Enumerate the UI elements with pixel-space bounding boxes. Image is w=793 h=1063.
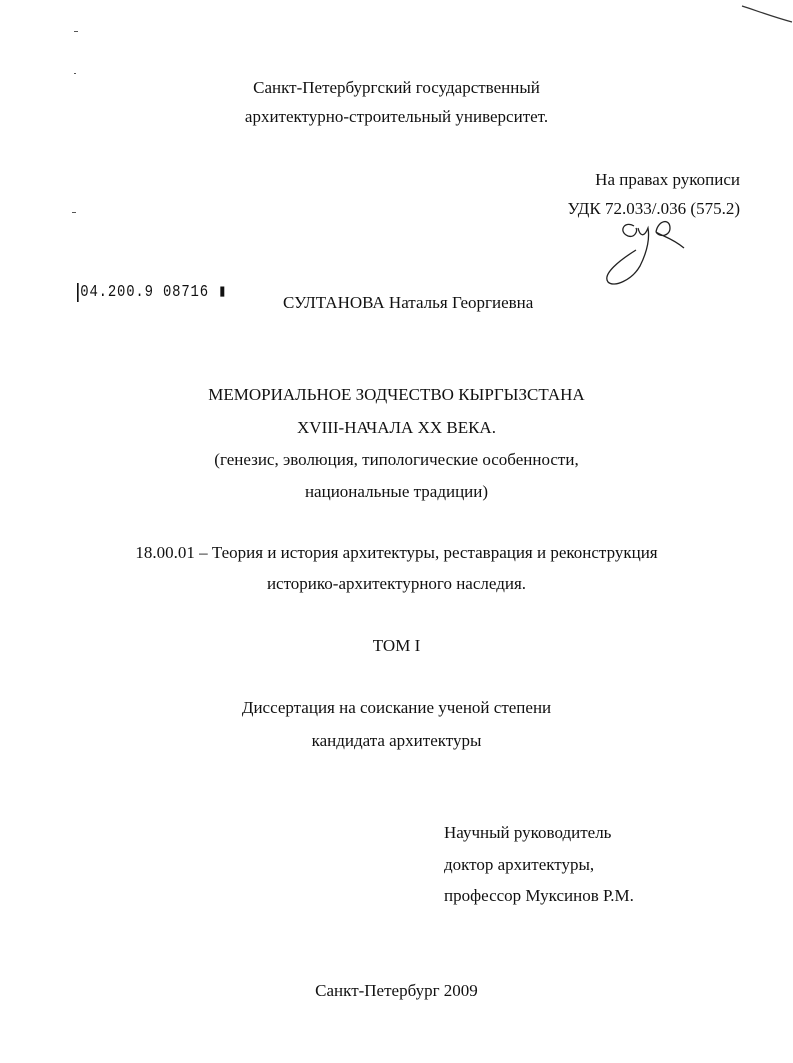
title-line-3: (генезис, эволюция, типологические особенности, — [214, 450, 579, 469]
city-year: Санкт-Петербург 2009 — [315, 981, 478, 1000]
margin-speck — [72, 212, 76, 213]
dissertation-line-1: Диссертация на соискание ученой степени — [241, 698, 552, 717]
title-line-2: XVIII-НАЧАЛА XX ВЕКА. — [297, 418, 496, 437]
university-line-1: Санкт-Петербургский государственный — [253, 78, 540, 97]
stamp-mark-icon: ▮ — [218, 283, 228, 302]
manuscript-rights: На правах рукописи — [595, 170, 740, 189]
specialty-line-2: историко-архитектурного наследия. — [266, 574, 527, 593]
scan-mark — [740, 0, 793, 30]
title-line-4: национальные традиции) — [304, 482, 489, 501]
dissertation-line-2: кандидата архитектуры — [311, 731, 482, 750]
stamp-code: 04.200.9 08716 — [77, 283, 209, 302]
margin-speck — [74, 31, 78, 32]
title-line-1: МЕМОРИАЛЬНОЕ ЗОДЧЕСТВО КЫРГЫЗСТАНА — [208, 385, 585, 404]
supervisor-line-3: профессор Муксинов Р.М. — [444, 886, 634, 905]
signature — [600, 214, 700, 294]
margin-speck — [74, 73, 76, 74]
specialty-line-1: 18.00.01 – Теория и история архитектуры, реставрация и реконструкция — [135, 543, 658, 562]
supervisor-line-1: Научный руководитель — [444, 823, 612, 842]
supervisor-line-2: доктор архитектуры, — [444, 855, 595, 874]
university-line-2: архитектурно-строительный университет. — [244, 107, 549, 126]
registration-stamp — [77, 281, 227, 302]
author-name: СУЛТАНОВА Наталья Георгиевна — [283, 293, 534, 312]
udc-code: УДК 72.033/.036 (575.2) — [567, 199, 740, 218]
volume-label: ТОМ I — [372, 636, 421, 655]
